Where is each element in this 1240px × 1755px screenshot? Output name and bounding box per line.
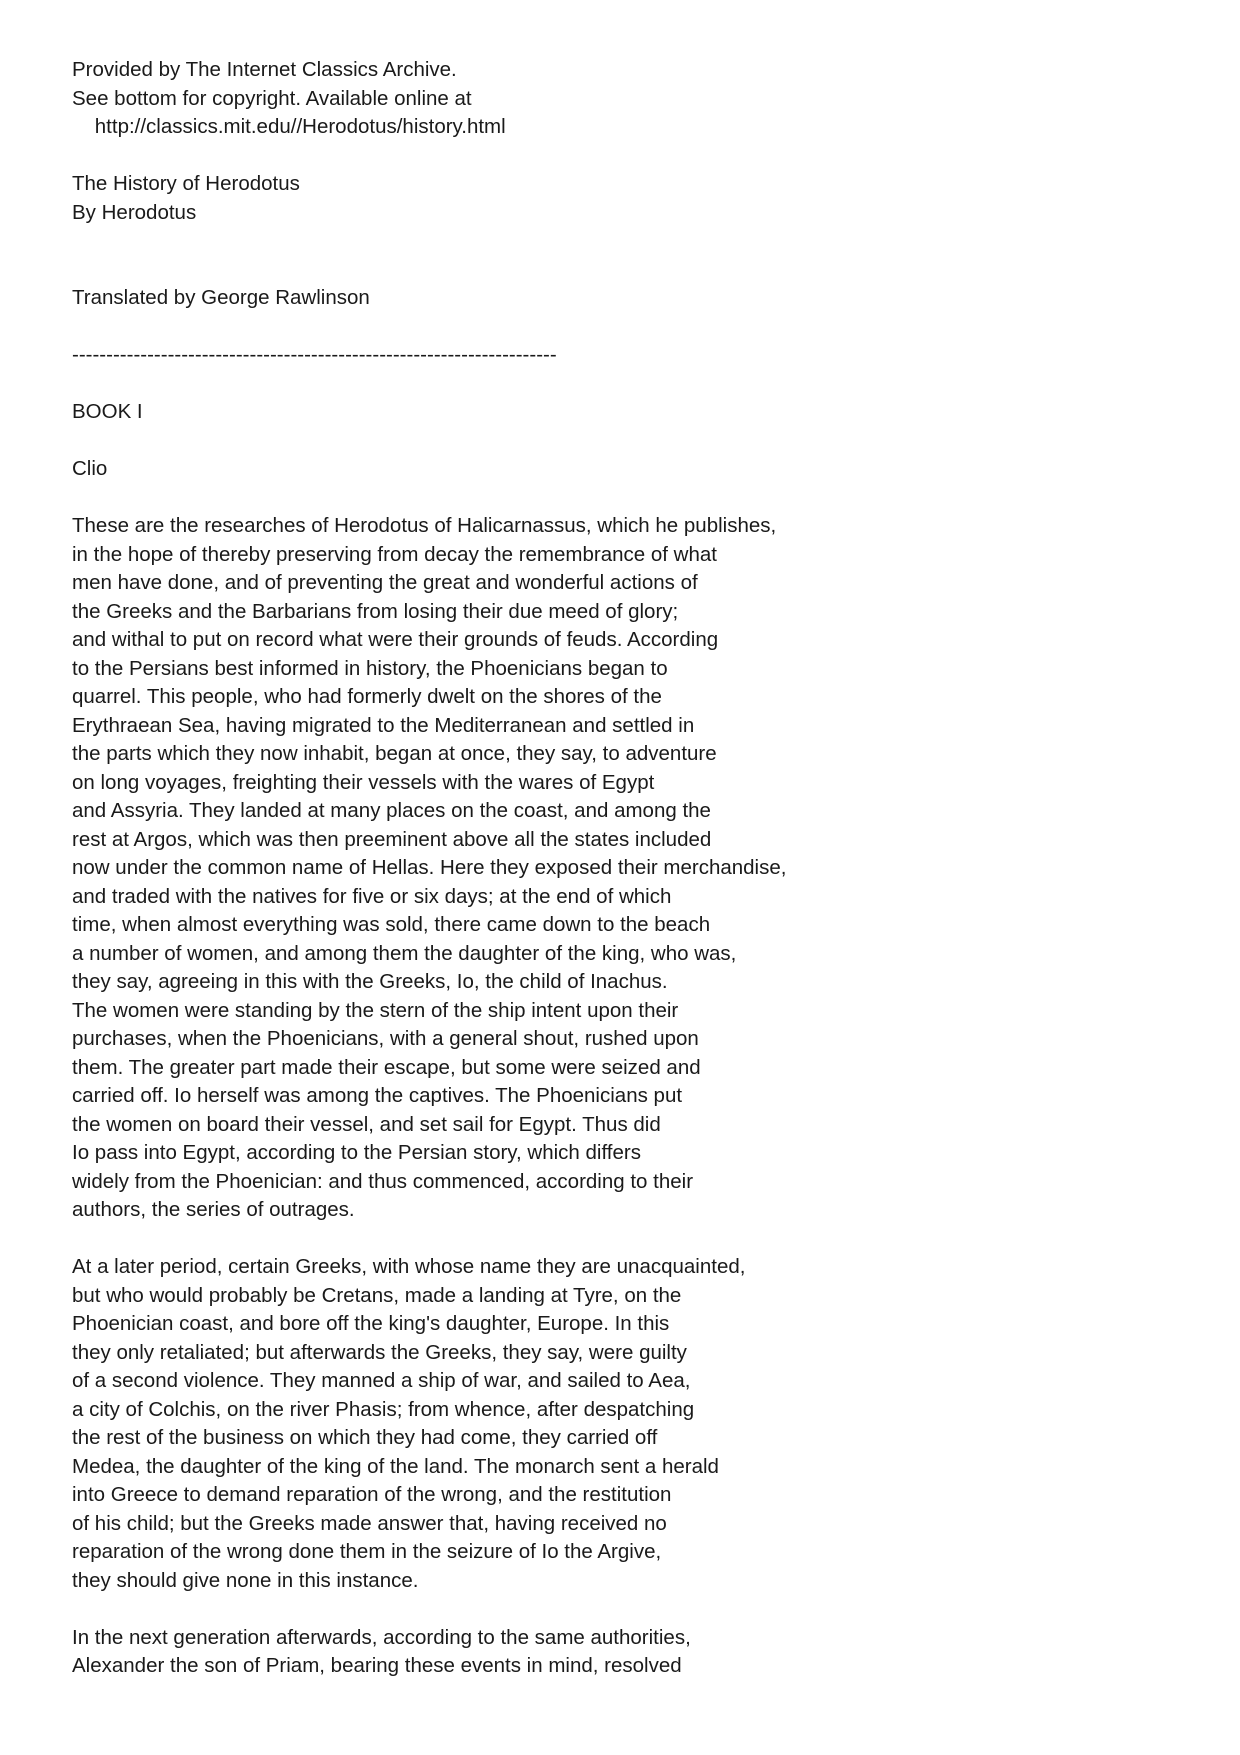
paragraph-line: and withal to put on record what were their grounds of feuds. According xyxy=(72,628,719,651)
paragraph-line: and traded with the natives for five or six days; at the end of which xyxy=(72,884,672,908)
spacer xyxy=(72,370,1172,399)
paragraph-line: widely from the Phoenician: and thus commenced, according to their xyxy=(72,1169,694,1193)
paragraph-line: Erythraean Sea, having migrated to the Mediterranean and settled in xyxy=(72,713,695,737)
paragraph-line: Io pass into Egypt, according to the Persian story, which differs xyxy=(72,1141,641,1164)
book-name: Clio xyxy=(72,457,108,480)
spacer xyxy=(72,427,1172,456)
paragraph-line: reparation of the wrong done them in the seizure of Io the Argive, xyxy=(72,1540,662,1563)
paragraph-line: on long voyages, freighting their vessels with the wares of Egypt xyxy=(72,770,655,794)
body-text xyxy=(72,512,1172,1681)
paragraph-spacer xyxy=(72,1225,1172,1254)
paragraph-line: a number of women, and among them the daughter of the king, who was, xyxy=(72,941,737,965)
paragraph-line: of a second violence. They manned a ship of war, and sailed to Aea, xyxy=(72,1369,691,1392)
paragraph-line: quarrel. This people, who had formerly dwelt on the shores of the xyxy=(72,685,662,708)
copyright-note-line: See bottom for copyright. Available online at xyxy=(72,86,472,110)
paragraph-spacer xyxy=(72,1595,1172,1624)
work-title: The History of Herodotus xyxy=(72,172,300,195)
paragraph-line: them. The greater part made their escape, but some were seized and xyxy=(72,1055,701,1079)
author-line: By Herodotus xyxy=(72,200,197,224)
paragraph-line: time, when almost everything was sold, there came down to the beach xyxy=(72,913,711,936)
spacer xyxy=(72,256,1172,285)
spacer xyxy=(72,313,1172,342)
paragraph-line: now under the common name of Hellas. Here they exposed their merchandise, xyxy=(72,856,787,879)
paragraph-line: The women were standing by the stern of the ship intent upon their xyxy=(72,998,679,1022)
paragraph-line: the rest of the business on which they had come, they carried off xyxy=(72,1426,658,1449)
paragraph-line: the women on board their vessel, and set sail for Egypt. Thus did xyxy=(72,1112,661,1136)
spacer xyxy=(72,227,1172,256)
paragraph-line: in the hope of thereby preserving from decay the remembrance of what xyxy=(72,542,717,566)
paragraph-line: but who would probably be Cretans, made a landing at Tyre, on the xyxy=(72,1283,682,1307)
paragraph-line: of his child; but the Greeks made answer that, having received no xyxy=(72,1511,667,1535)
paragraph-line: and Assyria. They landed at many places on the coast, and among the xyxy=(72,799,711,822)
paragraph-line: a city of Colchis, on the river Phasis; from whence, after despatching xyxy=(72,1397,695,1421)
provided-by-line: Provided by The Internet Classics Archive. xyxy=(72,58,457,81)
paragraph-line: Alexander the son of Priam, bearing these events in mind, resolved xyxy=(72,1654,682,1677)
paragraph-line: These are the researches of Herodotus of Halicarnassus, which he publishes, xyxy=(72,514,777,537)
source-url: http://classics.mit.edu//Herodotus/history.html xyxy=(72,115,506,138)
paragraph-line: Phoenician coast, and bore off the king's daughter, Europe. In this xyxy=(72,1312,670,1335)
paragraph-line: to the Persians best informed in history, the Phoenicians began to xyxy=(72,656,668,680)
paragraph-line: the parts which they now inhabit, began at once, they say, to adventure xyxy=(72,742,717,765)
paragraph-line: At a later period, certain Greeks, with whose name they are unacquainted, xyxy=(72,1255,746,1278)
paragraph-line: they only retaliated; but afterwards the Greeks, they say, were guilty xyxy=(72,1340,687,1364)
paragraph-line: into Greece to demand reparation of the wrong, and the restitution xyxy=(72,1483,672,1506)
spacer xyxy=(72,142,1172,171)
paragraph-line: men have done, and of preventing the great and wonderful actions of xyxy=(72,571,698,594)
translator-line: Translated by George Rawlinson xyxy=(72,286,370,309)
paragraph-line: they say, agreeing in this with the Greeks, Io, the child of Inachus. xyxy=(72,970,668,993)
spacer xyxy=(72,484,1172,513)
paragraph-line: purchases, when the Phoenicians, with a general shout, rushed upon xyxy=(72,1027,699,1050)
paragraph-line: the Greeks and the Barbarians from losing their due meed of glory; xyxy=(72,599,679,623)
book-heading: BOOK I xyxy=(72,400,143,423)
document-page xyxy=(72,56,1172,1681)
paragraph-line: carried off. Io herself was among the captives. The Phoenicians put xyxy=(72,1084,683,1107)
paragraph-line: Medea, the daughter of the king of the land. The monarch sent a herald xyxy=(72,1454,719,1478)
paragraph-line: In the next generation afterwards, according to the same authorities, xyxy=(72,1625,691,1649)
paragraph-line: rest at Argos, which was then preeminent above all the states included xyxy=(72,827,712,851)
paragraph-line: they should give none in this instance. xyxy=(72,1568,419,1592)
separator-line: ----------------------------------------------------------------------- xyxy=(72,343,557,366)
paragraph-line: authors, the series of outrages. xyxy=(72,1198,355,1221)
